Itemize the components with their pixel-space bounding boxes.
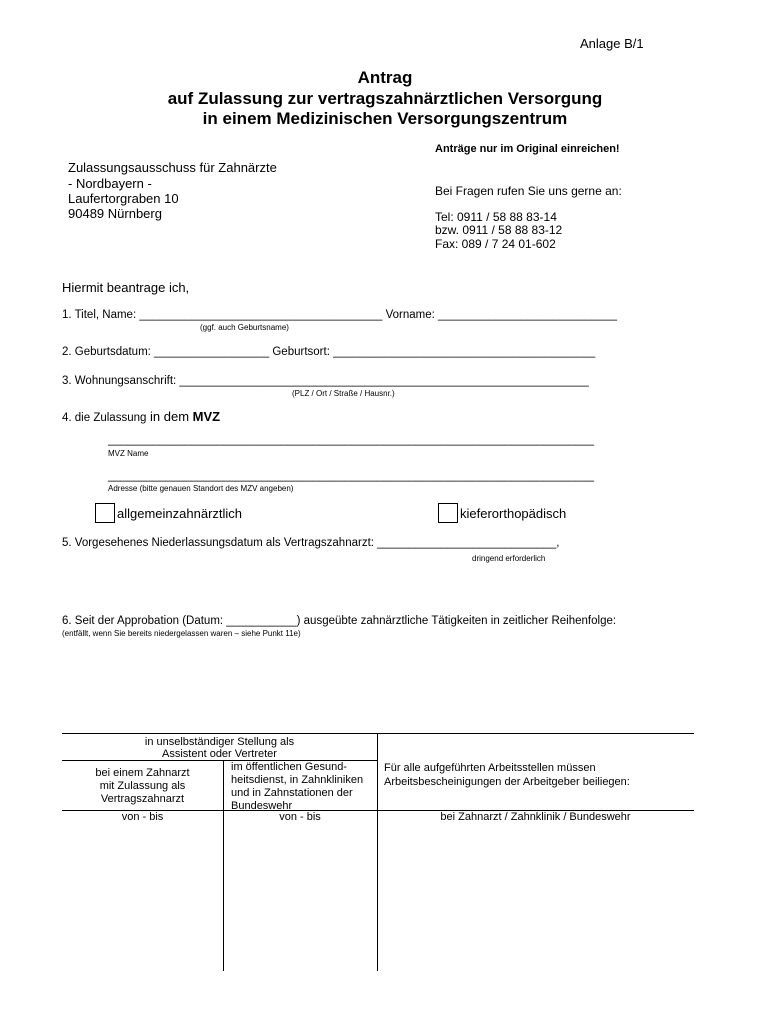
annex-label: Anlage B/1 bbox=[580, 36, 644, 51]
title-line-2: auf Zulassung zur vertragszahnärztlichen Versorgung bbox=[167, 89, 603, 108]
settlement-date-hint: dringend erforderlich bbox=[472, 554, 546, 563]
contact-tel-2: bzw. 0911 / 58 88 83-12 bbox=[435, 223, 563, 237]
mvz-address-hint: Adresse (bitte genauen Standort des MZV angeben) bbox=[108, 484, 294, 493]
q4-mid: in dem bbox=[146, 409, 193, 424]
general-dentistry-checkbox[interactable] bbox=[95, 503, 115, 523]
name-field[interactable]: 1. Titel, Name: ______________________________________ Vorname: ____________________________ bbox=[62, 309, 618, 321]
residence-field[interactable]: 3. Wohnungsanschrift: ________________________________________________________________ bbox=[62, 375, 589, 387]
contact-intro: Bei Fragen rufen Sie uns gerne an: bbox=[435, 184, 622, 198]
col3-header-line-1: Für alle aufgeführten Arbeitsstellen müssen bbox=[384, 762, 596, 774]
col1-subheader: von - bis bbox=[121, 811, 164, 823]
table-col-divider-1 bbox=[223, 760, 224, 971]
table-top-border bbox=[62, 733, 694, 734]
col3-subheader: bei Zahnarzt / Zahnklinik / Bundeswehr bbox=[440, 811, 631, 823]
col1-header-line-3: Vertragszahnarzt bbox=[100, 793, 185, 805]
address-line-3: Laufertorgraben 10 bbox=[68, 191, 179, 206]
orthodontics-checkbox[interactable] bbox=[438, 503, 458, 523]
address-line-4: 90489 Nürnberg bbox=[68, 206, 162, 221]
residence-hint: (PLZ / Ort / Straße / Hausnr.) bbox=[292, 389, 395, 398]
address-line-2: - Nordbayern - bbox=[68, 176, 152, 191]
settlement-date-field[interactable]: 5. Vorgesehenes Niederlassungsdatum als Vertragszahnarzt: ____________________________, bbox=[62, 537, 560, 549]
col2-header-line-3: und in Zahnstationen der bbox=[231, 787, 353, 799]
col1-header-line-1: bei einem Zahnarzt bbox=[95, 767, 190, 779]
group-header-line-1: in unselbständiger Stellung als bbox=[144, 736, 295, 748]
address-line-1: Zulassungsausschuss für Zahnärzte bbox=[68, 160, 277, 175]
col2-subheader: von - bis bbox=[279, 811, 321, 823]
approbation-field[interactable]: 6. Seit der Approbation (Datum: ___________) ausgeübte zahnärztliche Tätigkeiten in zeitlicher Reihenfolge: bbox=[62, 615, 617, 627]
title-line-3: in einem Medizinischen Versorgungszentrum bbox=[202, 109, 568, 128]
col2-header-line-4: Bundeswehr bbox=[231, 800, 293, 812]
group-header-line-2: Assistent oder Vertreter bbox=[162, 748, 277, 760]
contact-tel: Tel: 0911 / 58 88 83-14 bbox=[435, 210, 557, 224]
q4-prefix: 4. die Zulassung bbox=[62, 412, 147, 424]
orthodontics-label: kieferorthopädisch bbox=[460, 506, 567, 521]
mvz-name-field[interactable]: ____________________________________________________________________________ bbox=[108, 434, 595, 446]
mvz-address-field[interactable]: ____________________________________________________________________________ bbox=[108, 470, 595, 482]
mvz-name-hint: MVZ Name bbox=[108, 449, 149, 458]
name-hint: (ggf. auch Geburtsname) bbox=[200, 323, 289, 332]
title-line-1: Antrag bbox=[357, 68, 413, 87]
col1-header-line-2: mit Zulassung als bbox=[99, 780, 186, 792]
q4-label bbox=[62, 409, 220, 424]
col3-header-line-2: Arbeitsbescheinigungen der Arbeitgeber beiliegen: bbox=[384, 776, 630, 788]
form-intro: Hiermit beantrage ich, bbox=[62, 280, 190, 295]
col2-header-line-1: im öffentlichen Gesund- bbox=[231, 761, 347, 773]
q4-mvz: MVZ bbox=[192, 409, 221, 424]
approbation-hint: (entfällt, wenn Sie bereits niedergelassen waren – siehe Punkt 11e) bbox=[62, 629, 301, 638]
table-col-divider-2 bbox=[377, 733, 378, 971]
col2-header-line-2: heitsdienst, in Zahnkliniken bbox=[231, 774, 364, 786]
birth-field[interactable]: 2. Geburtsdatum: __________________ Geburtsort: _________________________________________ bbox=[62, 346, 596, 358]
contact-fax: Fax: 089 / 7 24 01-602 bbox=[435, 237, 556, 251]
original-notice: Anträge nur im Original einreichen! bbox=[435, 143, 620, 155]
general-dentistry-label: allgemeinzahnärztlich bbox=[117, 506, 243, 521]
